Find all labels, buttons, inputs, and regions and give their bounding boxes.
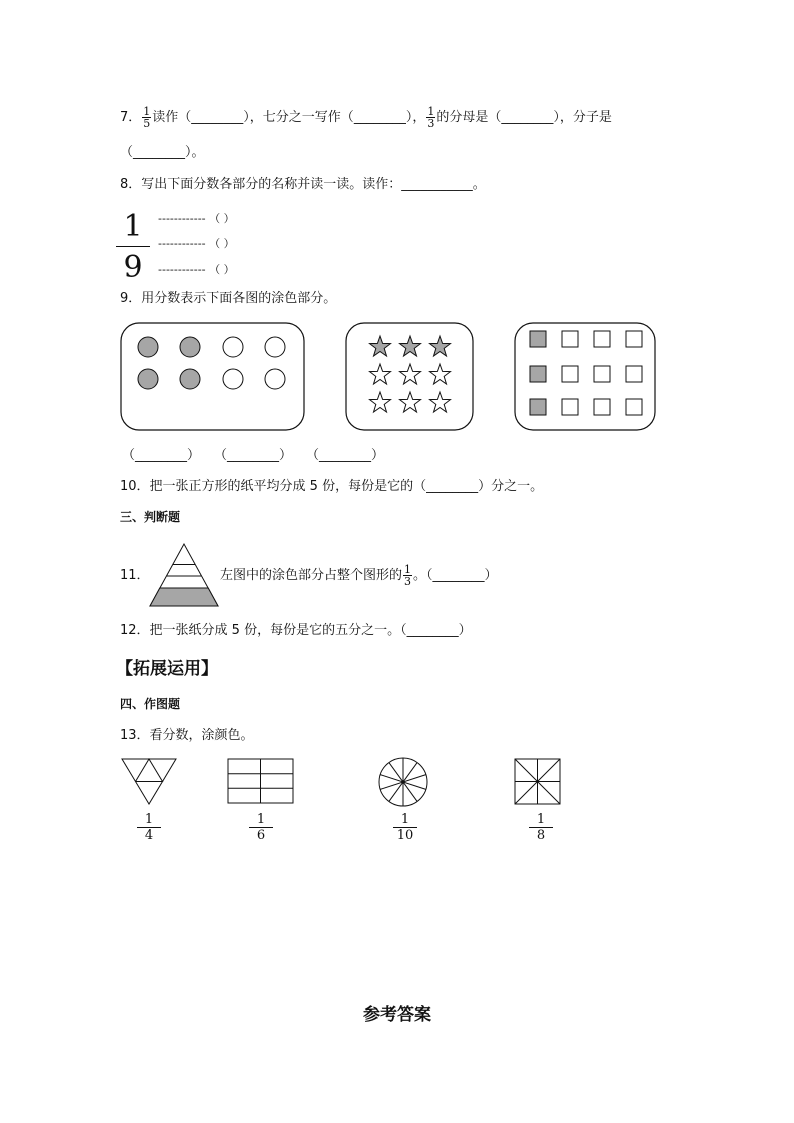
question-13: 13．看分数，涂颜色。 [120, 728, 254, 743]
section-3-heading: 三、判断题 [120, 510, 181, 524]
answer-blank[interactable]: ________ [426, 479, 479, 494]
answer-blank[interactable]: ________ [406, 623, 459, 638]
part-label-line[interactable]: ------------ （ ） [158, 237, 235, 250]
answer-blank[interactable]: ________ [133, 145, 186, 160]
answer-blank[interactable]: ___________ [401, 177, 473, 192]
answer-blank[interactable]: ________ [432, 568, 485, 583]
answer-blank[interactable]: （________） [214, 448, 293, 463]
question-7-number: 7． [120, 110, 142, 125]
question-11-number: 11． [120, 568, 150, 583]
answer-blank[interactable]: （________） [122, 448, 201, 463]
circle-tenths [379, 758, 427, 806]
fraction-one-fifth: $\frac{1}{5}$ [143, 105, 151, 130]
extension-heading: 【拓展运用】 [116, 659, 218, 679]
part-label-line[interactable]: ------------ （ ） [158, 263, 235, 276]
triangle-quarters [122, 759, 176, 804]
answer-blank[interactable]: ________ [353, 110, 406, 125]
question-9: 9．用分数表示下面各图的涂色部分。 [120, 291, 337, 306]
fraction-one-quarter: 1 4 [137, 812, 161, 843]
part-label-line[interactable]: ------------ （ ） [158, 212, 235, 225]
answer-title: 参考答案 [363, 1005, 431, 1025]
fraction-one-ninth: 1 9 [116, 212, 150, 283]
square-eighths [515, 759, 560, 804]
answer-blank[interactable]: ________ [191, 110, 244, 125]
question-12: 12．把一张纸分成 5 份，每份是它的五分之一。（________） [120, 620, 472, 642]
fraction-one-sixth: 1 6 [249, 812, 273, 843]
question-7: 7． $\frac{1}{5}$ 读作（________），七分之一写作（________）， $\frac{1}{3}$ 的分母是（________），分子是 [120, 105, 612, 130]
section-4-heading: 四、作图题 [120, 697, 181, 711]
rectangle-sixths [228, 759, 293, 803]
question-11: 左图中的涂色部分占整个图形的 $\frac{1}{3}$ 。（________） [220, 563, 498, 588]
question-8: 8．写出下面分数各部分的名称并读一读。读作：___________。 [120, 174, 486, 196]
fraction-one-third: $\frac{1}{3}$ [427, 105, 435, 130]
fraction-one-tenth: 1 10 [393, 812, 417, 843]
fraction-one-eighth: 1 8 [529, 812, 553, 843]
answer-blank[interactable]: ________ [501, 110, 554, 125]
answer-blank[interactable]: （________） [306, 448, 385, 463]
fraction-one-third: $\frac{1}{3}$ [404, 563, 412, 588]
question-10: 10．把一张正方形的纸平均分成 5 份，每份是它的（________）分之一。 [120, 476, 543, 498]
question-7-continued: （________）。 [120, 142, 205, 164]
